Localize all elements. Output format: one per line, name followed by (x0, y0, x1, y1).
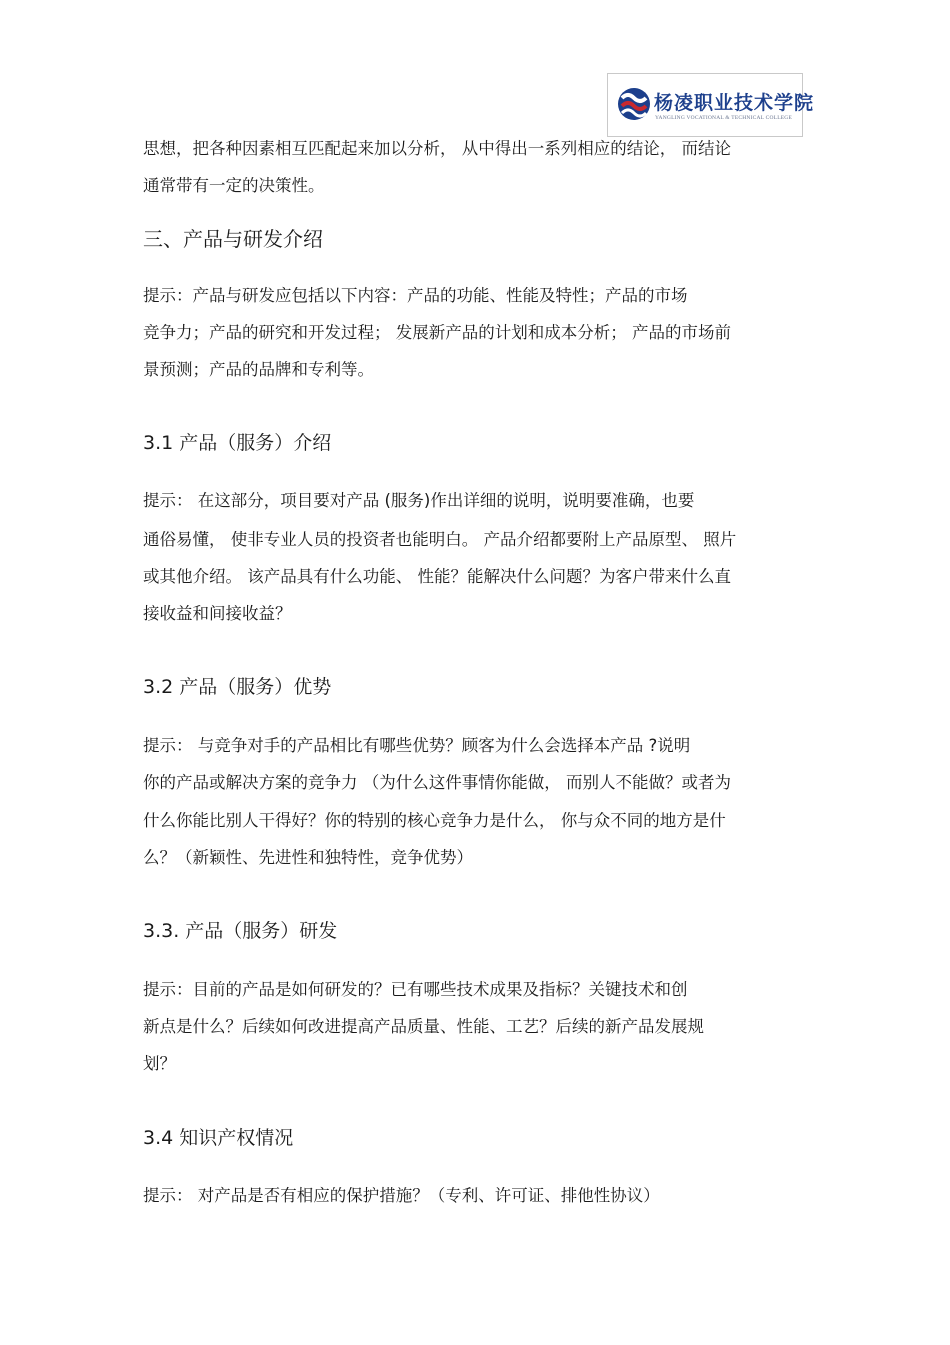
subsection-heading: 3.2 产品（服务）优势 (143, 676, 332, 698)
subsection-heading: 3.3. 产品（服务）研发 (143, 920, 338, 942)
paragraph-line: 提示： 与竞争对手的产品相比有哪些优势？顾客为什么会选择本产品 ?说明 (143, 736, 691, 755)
section-heading: 三、产品与研发介绍 (143, 227, 323, 251)
paragraph-line: 什么你能比别人干得好？你的特别的核心竞争力是什么， 你与众不同的地方是什 (143, 811, 726, 830)
logo-subtitle: YANGLING VOCATIONAL & TECHNICAL COLLEGE (655, 115, 793, 121)
subsection-heading: 3.4 知识产权情况 (143, 1127, 294, 1149)
paragraph-line: 景预测；产品的品牌和专利等。 (143, 360, 374, 379)
paragraph-line: 接收益和间接收益？ (143, 604, 292, 623)
college-logo (607, 73, 815, 137)
subsection-heading: 3.1 产品（服务）介绍 (143, 432, 332, 454)
intro-line: 通常带有一定的决策性。 (143, 176, 325, 195)
paragraph-line: 提示： 在这部分，项目要对产品 (服务)作出详细的说明，说明要准确，也要 (143, 491, 695, 510)
paragraph-line: 通俗易懂， 使非专业人员的投资者也能明白。 产品介绍都要附上产品原型、 照片 (143, 530, 737, 549)
paragraph-line: 划？ (143, 1054, 176, 1073)
paragraph-line: 竞争力；产品的研究和开发过程； 发展新产品的计划和成本分析； 产品的市场前 (143, 323, 731, 342)
paragraph-line: 么？（新颖性、先进性和独特性，竞争优势） (143, 848, 473, 867)
intro-line: 思想，把各种因素相互匹配起来加以分析， 从中得出一系列相应的结论， 而结论 (143, 139, 731, 158)
logo-name: 杨凌职业技术学院 (654, 92, 815, 114)
paragraph-line: 提示：目前的产品是如何研发的？已有哪些技术成果及指标？关键技术和创 (143, 980, 688, 999)
paragraph-line: 提示： 对产品是否有相应的保护措施？（专利、许可证、排他性协议） (143, 1186, 660, 1205)
college-emblem-icon (616, 84, 652, 124)
paragraph-line: 提示：产品与研发应包括以下内容：产品的功能、性能及特性；产品的市场 (143, 286, 688, 305)
paragraph-line: 或其他介绍。 该产品具有什么功能、 性能？能解决什么问题？为客户带来什么直 (143, 567, 731, 586)
paragraph-line: 新点是什么？后续如何改进提高产品质量、性能、工艺？后续的新产品发展规 (143, 1017, 704, 1036)
paragraph-line: 你的产品或解决方案的竞争力 （为什么这件事情你能做， 而别人不能做？或者为 (143, 773, 731, 792)
